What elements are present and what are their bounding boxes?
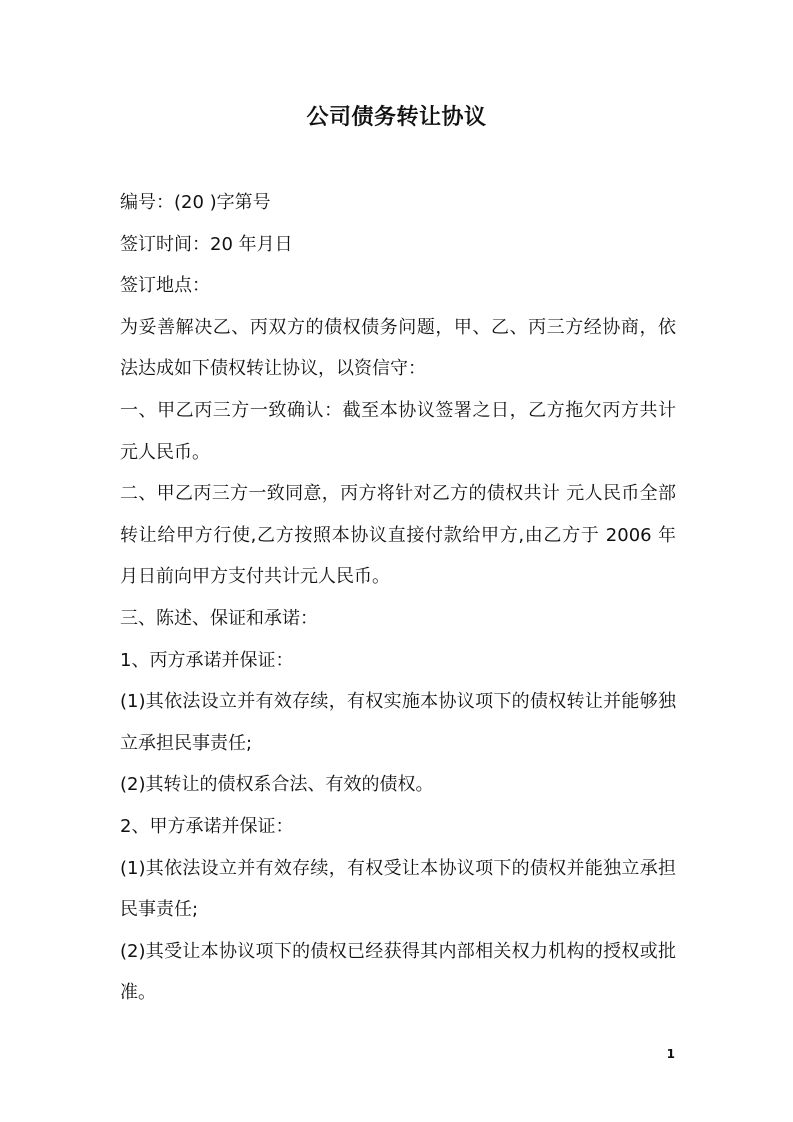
- document-body: [120, 182, 676, 1014]
- paragraph-clause-3-heading: 三、陈述、保证和承诺：: [120, 607, 318, 629]
- document-title: 公司债务转让协议: [306, 105, 487, 130]
- paragraph-party-a-item-1: (1)其依法设立并有效存续，有权受让本协议项下的债权并能独立承担民事责任;: [120, 857, 676, 921]
- paragraph-signing-date: 签订时间：20 年月日: [120, 233, 293, 255]
- paragraph-contract-number: 编号：(20 )字第号: [120, 192, 271, 213]
- paragraph-party-a-heading: 2、甲方承诺并保证：: [120, 815, 294, 837]
- paragraph-clause-1: 一、甲乙丙三方一致确认：截至本协议签署之日，乙方拖欠丙方共计元人民币。: [120, 399, 676, 463]
- paragraph-party-a-item-2: (2)其受让本协议项下的债权已经获得其内部相关权力机构的授权或批准。: [120, 940, 676, 1004]
- page-number: 1: [666, 1047, 675, 1061]
- paragraph-party-c-heading: 1、丙方承诺并保证：: [120, 649, 294, 671]
- paragraph-party-c-item-1: (1)其依法设立并有效存续，有权实施本协议项下的债权转让并能够独立承担民事责任;: [120, 691, 676, 754]
- paragraph-clause-2: 二、甲乙丙三方一致同意，丙方将针对乙方的债权共计 元人民币全部转让给甲方行使,乙方按照本协议直接付款给甲方,由乙方于 2006 年 月日前向甲方支付共计元人民币。: [120, 483, 676, 588]
- paragraph-signing-place: 签订地点：: [120, 275, 210, 297]
- paragraph-party-c-item-2: (2)其转让的债权系合法、有效的债权。: [120, 774, 434, 796]
- paragraph-preamble: 为妥善解决乙、丙双方的债权债务问题，甲、乙、丙三方经协商，依法达成如下债权转让协议，以资信守：: [120, 316, 676, 380]
